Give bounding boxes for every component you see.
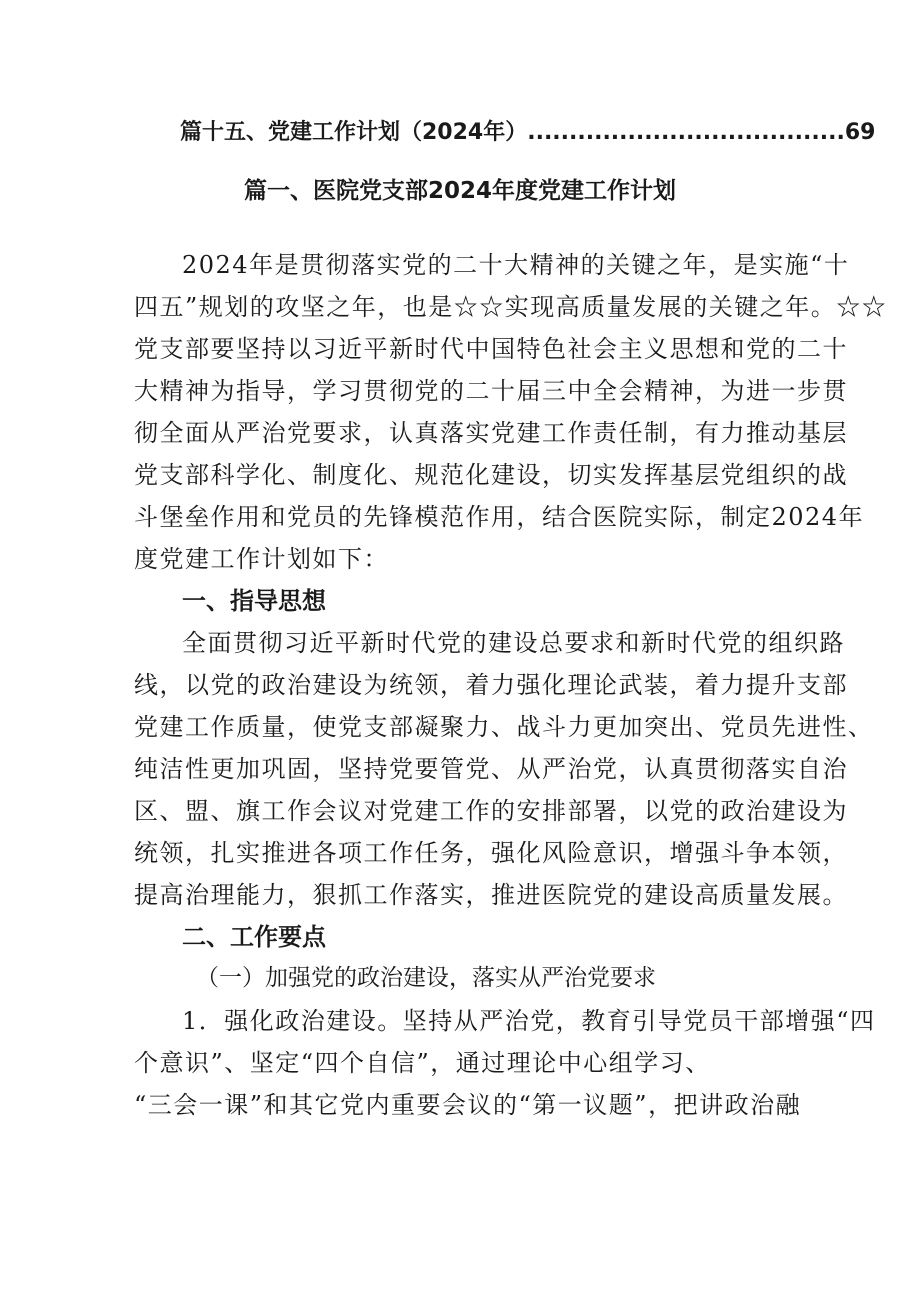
intro-line: 度党建工作计划如下： xyxy=(134,545,389,573)
section-heading-work-points: 二、工作要点 xyxy=(182,923,326,951)
section1-line: 线，以党的政治建设为统领，着力强化理论武装，着力提升支部 xyxy=(134,671,848,699)
document-title: 篇一、医院党支部2024年度党建工作计划 xyxy=(243,178,676,204)
section1-line: 统领，扎实推进各项工作任务，强化风险意识，增强斗争本领， xyxy=(134,839,848,867)
item1-line: “三会一课”和其它党内重要会议的“第一议题”，把讲政治融 xyxy=(134,1091,802,1119)
intro-line: 斗堡垒作用和党员的先锋模范作用，结合医院实际，制定2024年 xyxy=(134,503,865,531)
section1-line: 纯洁性更加巩固，坚持党要管党、从严治党，认真贯彻落实自治 xyxy=(134,755,848,783)
section1-line: 提高治理能力，狠抓工作落实，推进医院党的建设高质量发展。 xyxy=(134,881,848,909)
item1-line: 1．强化政治建设。坚持从严治党，教育引导党员干部增强“四 xyxy=(182,1007,876,1035)
section1-line: 全面贯彻习近平新时代党的建设总要求和新时代党的组织路 xyxy=(182,629,845,657)
intro-line: 彻全面从严治党要求，认真落实党建工作责任制，有力推动基层 xyxy=(134,419,848,447)
section1-line: 区、盟、旗工作会议对党建工作的安排部署，以党的政治建设为 xyxy=(134,797,848,825)
intro-line: 党支部科学化、制度化、规范化建设，切实发挥基层党组织的战 xyxy=(134,461,848,489)
item1-line: 个意识”、坚定“四个自信”，通过理论中心组学习、 xyxy=(134,1049,711,1077)
intro-line: 大精神为指导，学习贯彻党的二十届三中全会精神，为进一步贯 xyxy=(134,377,848,405)
section1-line: 党建工作质量，使党支部凝聚力、战斗力更加突出、党员先进性、 xyxy=(134,713,874,741)
intro-line: 党支部要坚持以习近平新时代中国特色社会主义思想和党的二十 xyxy=(134,335,848,363)
subsection-heading: （一）加强党的政治建设，落实从严治党要求 xyxy=(196,965,656,991)
section-heading-guiding-thought: 一、指导思想 xyxy=(182,587,326,615)
toc-entry: 篇十五、党建工作计划（2024年）......................................69 xyxy=(180,120,876,145)
intro-line: 2024年是贯彻落实党的二十大精神的关键之年，是实施“十 xyxy=(182,251,850,279)
intro-line: 四五”规划的攻坚之年，也是☆☆实现高质量发展的关键之年。☆☆ xyxy=(134,293,888,321)
